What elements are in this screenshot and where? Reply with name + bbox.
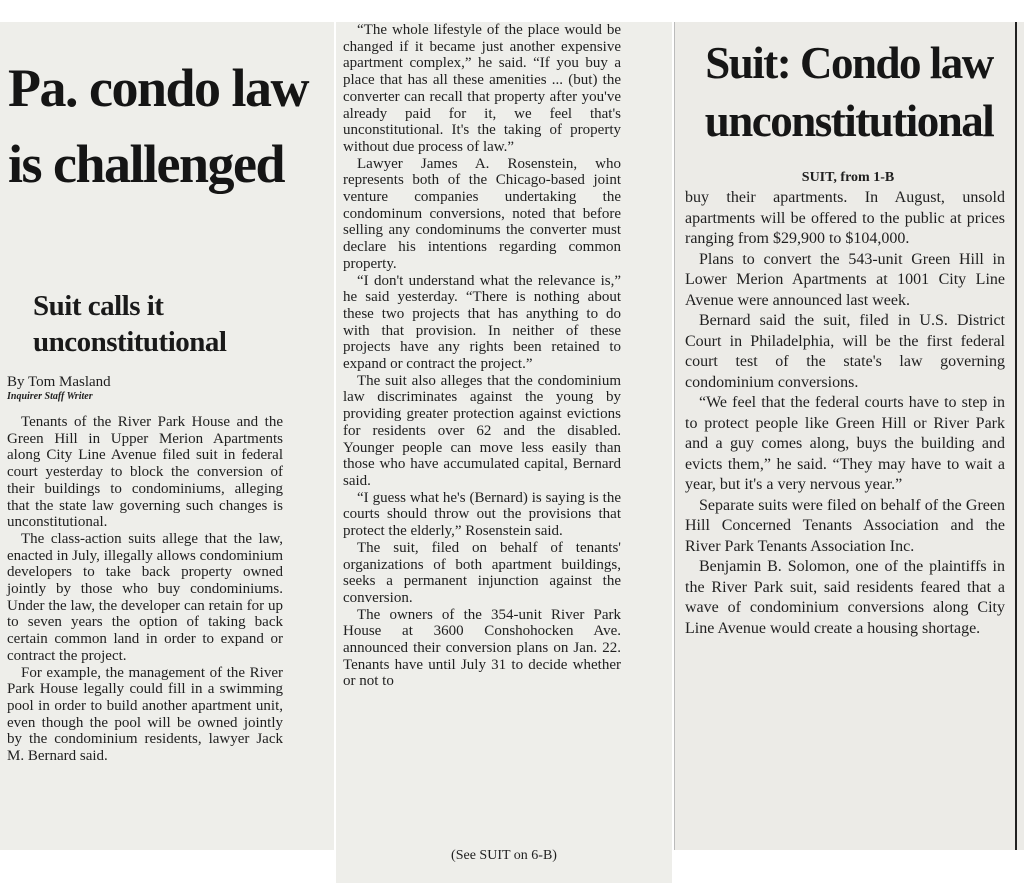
jump-head: SUIT, from 1-B <box>801 170 895 185</box>
headline: Suit: Condo law unconstitutional <box>704 38 994 146</box>
byline: By Tom Masland <box>7 374 111 390</box>
paragraph: “I don't understand what the relevance is,” he said yesterday. “There is nothing about these two projects that has anything to do with that provision. In neither of these projects have any rights been retained to expand or contract the project.” <box>343 272 621 373</box>
article-clipping-left <box>0 22 334 850</box>
byline-title: Inquirer Staff Writer <box>7 391 93 402</box>
paragraph: buy their apartments. In August, unsold apartments will be offered to the public at prices ranging from $29,900 to $104,000. <box>685 189 1005 247</box>
article-clipping-right <box>674 22 1024 850</box>
paragraph: The suit also alleges that the condominium law discriminates against the young by providing greater protection against evictions for residents over 62 and the disabled. Younger people can move less easily than those who have accumulated capital, Bernard said. <box>343 372 621 489</box>
column-divider <box>674 22 675 850</box>
headline: Pa. condo law is challenged <box>8 58 309 194</box>
column-rule <box>1015 22 1017 850</box>
article-clipping-middle <box>336 22 672 883</box>
paragraph: “We feel that the federal courts have to step in to protect people like Green Hill or River Park and a guy comes along, buys the building and evicts them,” he said. “They may have to wait a year, but it's a very nervous year.” <box>685 394 1005 493</box>
paragraph: Benjamin B. Solomon, one of the plaintiffs in the River Park suit, said residents feared that a wave of condominium conversions along City Line Avenue would create a housing shortage. <box>685 558 1005 637</box>
subheadline: Suit calls it unconstitutional <box>33 290 227 358</box>
paragraph: “I guess what he's (Bernard) is saying is the courts should throw out the provisions that protect the elderly,” Rosenstein said. <box>343 489 621 540</box>
paragraph: The suit, filed on behalf of tenants' organizations of both apartment buildings, seeks a permanent injunction against the conversion. <box>343 539 621 606</box>
paragraph: The class-action suits allege that the law, enacted in July, illegally allows condominium developers to take back property owned jointly by those who buy condominiums. Under the law, the developer can retain for up to seven years the option of taking back certain common land in order to expand or contract the project. <box>7 530 283 664</box>
paragraph: Bernard said the suit, filed in U.S. District Court in Philadelphia, will be the first federal court test of the state's law governing condominium conversions. <box>685 312 1005 391</box>
article-body <box>343 22 621 690</box>
paragraph: Plans to convert the 543-unit Green Hill in Lower Merion Apartments at 1001 City Line Avenue were announced last week. <box>685 250 1005 309</box>
paragraph: “The whole lifestyle of the place would be changed if it became just another expensive apartment complex,” he said. “If you buy a place that has all these amenities ... (but) the converter can recall that property after you've already paid for it, we feel that's unconstitutional. It's the taking of property without due process of law.” <box>343 22 621 155</box>
paragraph: Separate suits were filed on behalf of the Green Hill Concerned Tenants Association and the River Park Tenants Association Inc. <box>685 496 1005 555</box>
article-body <box>685 188 1005 639</box>
paragraph: The owners of the 354-unit River Park House at 3600 Conshohocken Ave. announced their conversion plans on Jan. 22. Tenants have until July 31 to decide whether or not to <box>343 606 621 690</box>
paragraph: Tenants of the River Park House and the Green Hill in Upper Merion Apartments along City Line Avenue filed suit in federal court yesterday to block the conversion of their buildings to condominiums, alleging that the state law governing such changes is unconstitutional. <box>7 414 283 531</box>
continuation-line: (See SUIT on 6-B) <box>451 848 557 863</box>
paragraph: Lawyer James A. Rosenstein, who represents both of the Chicago-based joint venture companies undertaking the condominum conversions, noted that before selling any condominums the converter must declare his intentions regarding common property. <box>343 155 621 272</box>
paragraph: For example, the management of the River Park House legally could fill in a swimming pool in order to build another apartment unit, even though the pool will be owned jointly by the condominium residents, lawyer Jack M. Bernard said. <box>7 664 283 765</box>
article-body <box>7 414 283 765</box>
